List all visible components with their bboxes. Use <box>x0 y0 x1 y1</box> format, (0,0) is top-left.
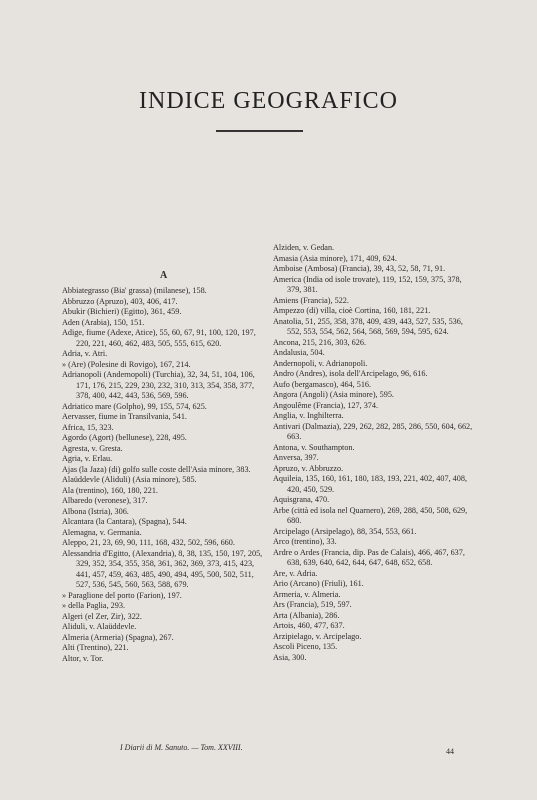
index-entry: Arbe (città ed isola nel Quarnero), 269, 288, 450, 508, 629, 680. <box>273 505 468 525</box>
index-entry: Anatolia, 51, 255, 358, 378, 409, 439, 443, 527, 535, 536, 552, 553, 554, 562, 564, 568, 569, 594, 595, 624. <box>273 316 463 336</box>
index-entry: Alaüddevle (Aliduli) (Asia minore), 585. <box>62 475 197 484</box>
index-entry: Armeria, v. Almeria. <box>273 589 341 599</box>
index-entry: Ardre o Ardes (Francia, dip. Pas de Calais), 466, 467, 637, 638, 639, 640, 642, 644, 647, 648, 652, 658. <box>273 547 465 567</box>
index-entry: Arta (Albania), 286. <box>273 610 340 620</box>
index-entry: Are, v. Adria. <box>273 568 318 578</box>
index-entry: Anversa, 397. <box>273 453 319 462</box>
index-entry: » della Paglia, 293. <box>62 601 125 610</box>
index-entry: Alziden, v. Gedan. <box>273 243 335 252</box>
index-entry: Angoulême (Francia), 127, 374. <box>273 400 379 410</box>
footer-citation: I Diarii di M. Sanuto. — Tom. XXVIII. <box>120 743 243 752</box>
index-entry: Abbruzzo (Apruzo), 403, 406, 417. <box>62 296 178 306</box>
index-entry: Angora (Angoli) (Asia minore), 595. <box>273 390 394 399</box>
index-entry: Adria, v. Atri. <box>62 349 108 358</box>
index-entry: Asia, 300. <box>273 652 307 662</box>
index-entry: Artois, 460, 477, 637. <box>273 621 345 630</box>
index-entry: Abbiategrasso (Bia' grassa) (milanese), 158. <box>62 286 207 295</box>
index-entry: Aden (Arabia), 150, 151. <box>62 317 145 327</box>
index-entry: Antivari (Dalmazia), 229, 262, 282, 285, 286, 550, 604, 662, 663. <box>273 421 473 441</box>
index-entry: » (Are) (Polesine di Rovigo), 167, 214. <box>62 359 191 369</box>
index-entry: America (India od isole trovate), 119, 152, 159, 375, 378, 379, 381. <box>273 274 462 294</box>
index-entry: Abukir (Bichieri) (Egitto), 361, 459. <box>62 307 182 316</box>
right-column <box>273 243 478 663</box>
index-entry: Altor, v. Tor. <box>62 653 104 663</box>
index-entry: Adige, fiume (Adexe, Atice), 55, 60, 67, 91, 100, 120, 197, 220, 221, 460, 462, 483, 505, 555, 615, 620. <box>62 328 256 348</box>
index-entry: Andernopoli, v. Adrianopoli. <box>273 358 368 368</box>
index-entry: Aliduli, v. Alaüddevle. <box>62 622 137 631</box>
index-entry: Ars (Francia), 519, 597. <box>273 600 352 609</box>
index-entry: Ala (trentino), 160, 180, 221. <box>62 485 158 495</box>
index-entry: Ascoli Piceno, 135. <box>273 642 338 651</box>
index-entry: Albona (Istria), 306. <box>62 506 129 516</box>
index-entry: Amboise (Ambosa) (Francia), 39, 43, 52, 58, 71, 91. <box>273 264 446 273</box>
index-entry: Ario (Arcano) (Friuli), 161. <box>273 579 364 588</box>
index-entry: Arco (trentino), 33. <box>273 537 337 546</box>
index-entry: Aquisgrana, 470. <box>273 495 330 504</box>
index-entry: Alcantara (la Cantara), (Spagna), 544. <box>62 517 187 526</box>
index-entry: Antona, v. Southampton. <box>273 442 355 452</box>
index-entry: Agria, v. Erlau. <box>62 454 113 463</box>
index-entry: Ancona, 215, 216, 303, 626. <box>273 337 367 347</box>
index-entry: Amasia (Asia minore), 171, 409, 624. <box>273 253 397 263</box>
index-entry: Algeri (el Zer, Zir), 322. <box>62 611 142 621</box>
index-entry: Arzipielago, v. Arcipelago. <box>273 631 362 641</box>
index-entry: Agresta, v. Gresta. <box>62 443 123 453</box>
index-entry: Aleppo, 21, 23, 69, 90, 111, 168, 432, 502, 596, 660. <box>62 538 235 547</box>
index-entry: Amiens (Francia), 522. <box>273 295 349 305</box>
index-entry: Alessandria d'Egitto, (Alexandria), 8, 38, 135, 150, 197, 205, 329, 352, 354, 355, 358, 361, 362, 369, 373, 415, 423, 441, 457, 459, 463, 485, 490, 494, 495, 500, 502, 511, 527, 536, 545, 560, 563, 588, 679. <box>62 548 263 589</box>
index-entry: » Paraglione del porto (Farion), 197. <box>62 590 182 600</box>
index-entry: Andro (Andres), isola dell'Arcipelago, 96, 616. <box>273 369 428 378</box>
left-column <box>62 286 267 664</box>
index-entry: Andalusia, 504. <box>273 348 325 357</box>
page-title: INDICE GEOGRAFICO <box>139 88 398 114</box>
index-entry: Aquileia, 135, 160, 161, 180, 183, 193, 221, 402, 407, 408, 420, 450, 529. <box>273 474 467 494</box>
index-entry: Apruzo, v. Abbruzzo. <box>273 463 344 473</box>
index-entry: Almeria (Armeria) (Spagna), 267. <box>62 632 174 642</box>
index-entry: Aufo (bergamasco), 464, 516. <box>273 379 372 389</box>
index-entry: Alemagna, v. Germania. <box>62 527 142 537</box>
index-entry: Ampezzo (di) villa, cioè Cortina, 160, 181, 221. <box>273 306 431 315</box>
index-entry: Aervasser, fiume in Transilvania, 541. <box>62 412 187 421</box>
index-entry: Agordo (Agort) (bellunese), 228, 495. <box>62 433 187 442</box>
page-number: 44 <box>446 747 454 756</box>
section-letter: A <box>160 270 168 281</box>
index-entry: Ajas (la Jaza) (di) golfo sulle coste dell'Asia minore, 383. <box>62 464 251 474</box>
index-entry: Adriatico mare (Golpho), 99, 155, 574, 625. <box>62 401 207 411</box>
index-entry: Adrianopoli (Andernopoli) (Turchia), 32, 34, 51, 104, 106, 171, 176, 215, 229, 230, 232, 310, 313, 354, 358, 377, 378, 400, 442, 443, 536, 569, 596. <box>62 370 255 400</box>
index-entry: Albaredo (veronese), 317. <box>62 496 148 505</box>
index-entry: Arcipelago (Arsipelago), 88, 354, 553, 661. <box>273 526 417 536</box>
title-divider <box>216 130 303 132</box>
index-entry: Alti (Trentino), 221. <box>62 643 129 652</box>
index-entry: Africa, 15, 323. <box>62 422 114 432</box>
index-entry: Anglia, v. Inghilterra. <box>273 411 344 420</box>
